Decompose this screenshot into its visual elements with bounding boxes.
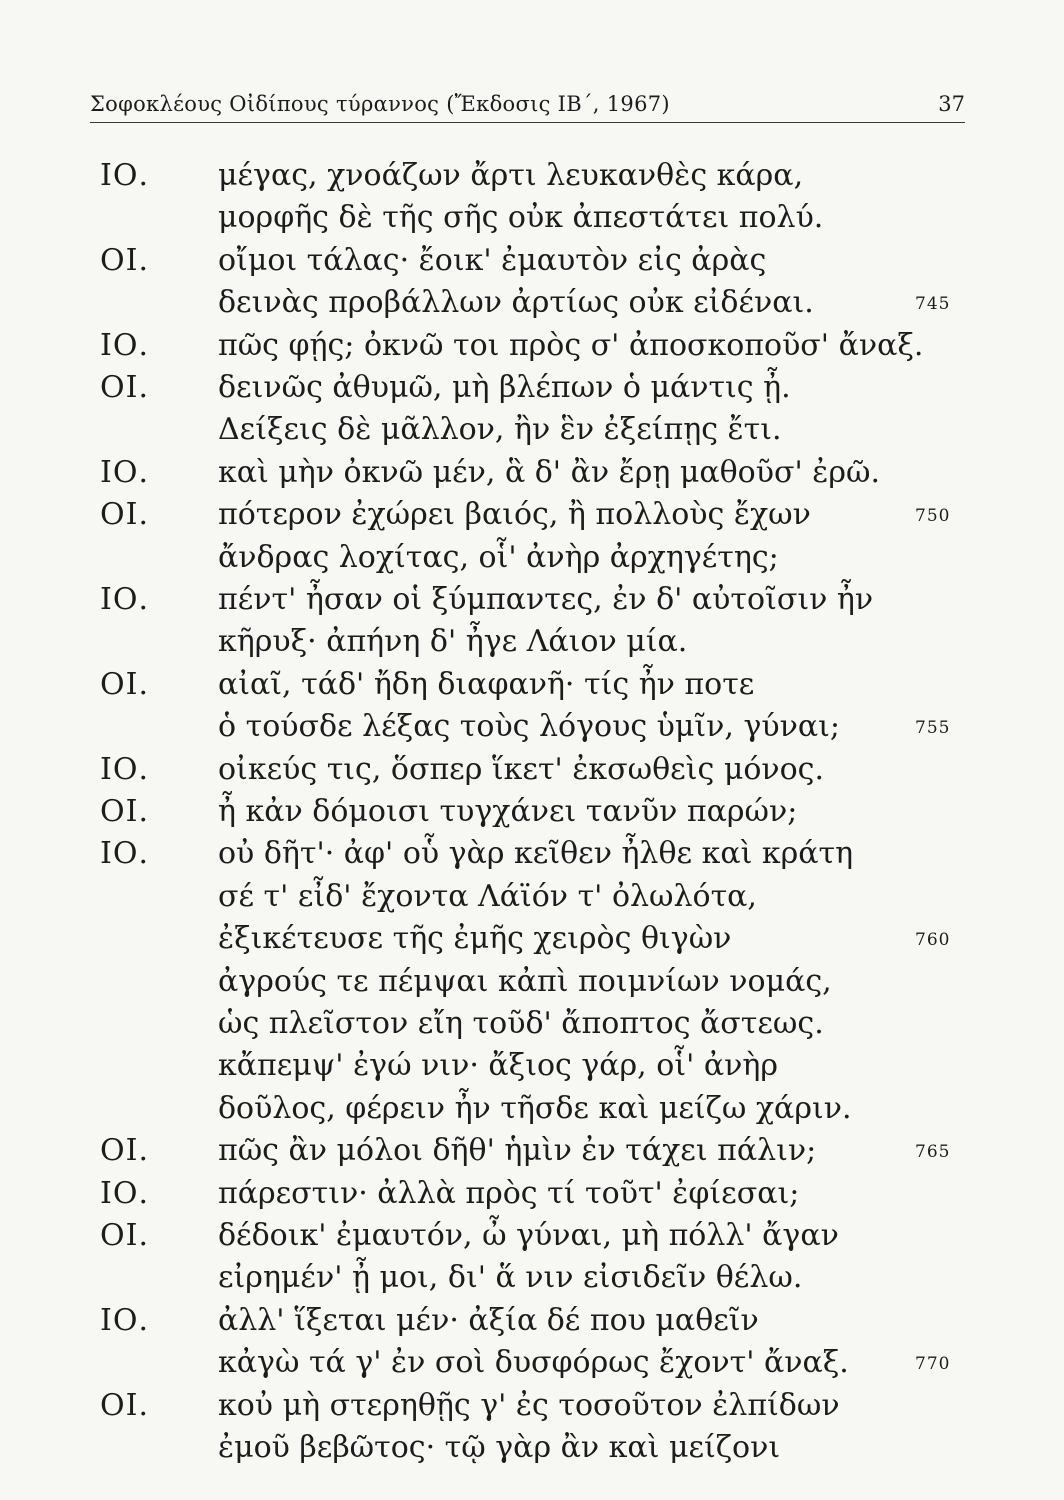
line-number: 770 [915,1354,951,1375]
verse-text-line: αἰαῖ, τάδ' ἤδη διαφανῆ· τίς ἦν ποτε [218,666,755,702]
verse-text-line: ἦ κἀν δόμοισι τυγχάνει τανῦν παρών; [218,794,798,829]
verse-line [0,707,1064,751]
verse-line [0,368,1064,412]
verse-text-line: οἴμοι τάλας· ἔοικ' ἐμαυτὸν εἰς ἀρὰς [218,242,767,278]
speaker-label: ΟΙ. [100,794,149,829]
verse-line [0,622,1064,666]
page-number: 37 [938,92,965,116]
verse-text-line: δοῦλος, φέρειν ἦν τῆσδε καὶ μείζω χάριν. [218,1090,852,1126]
verse-line [0,1131,1064,1175]
verse-line [0,538,1064,582]
verse-line [0,1428,1064,1472]
verse-text-line: ὡς πλεῖστον εἴη τοῦδ' ἄποπτος ἄστεως. [218,1006,824,1041]
verse-line [0,1174,1064,1218]
verse-line [0,1046,1064,1090]
verse-line [0,1301,1064,1345]
speaker-label: ΙΟ. [100,1175,149,1211]
verse-text-line: κἀγὼ τά γ' ἐν σοὶ δυσφόρως ἔχοντ' ἄναξ. [218,1345,849,1381]
speaker-label: ΟΙ. [100,497,149,533]
verse-line [0,580,1064,624]
speaker-label: ΙΟ. [100,836,149,872]
verse-line [0,750,1064,794]
verse-text-line: οὐ δῆτ'· ἀφ' οὗ γὰρ κεῖθεν ἦλθε καὶ κράτη [218,836,854,872]
line-number: 745 [915,294,951,315]
verse-line [0,877,1064,921]
verse-text-line: δεινὰς προβάλλων ἀρτίως οὐκ εἰδέναι. [218,285,814,321]
verse-text-line: πέντ' ἦσαν οἱ ξύμπαντες, ἐν δ' αὐτοῖσιν ἦν [218,582,874,617]
verse-text-line: καὶ μὴν ὀκνῶ μέν, ἃ δ' ἂν ἔρῃ μαθοῦσ' ἐρῶ. [218,454,880,490]
verse-text-line: ἀγρούς τε πέμψαι κἀπὶ ποιμνίων νομάς, [218,963,832,999]
verse-line [0,495,1064,539]
line-number: 755 [915,718,951,739]
verse-text-line: ἐξικέτευσε τῆς ἐμῆς χειρὸς θιγὼν [218,921,732,957]
verse-line [0,962,1064,1006]
verse-text-line: ἀλλ' ἵξεται μέν· ἀξία δέ που μαθεῖν [218,1302,759,1338]
verse-line [0,241,1064,285]
speaker-label: ΙΟ. [100,454,149,490]
verse-text-line: ὁ τούσδε λέξας τοὺς λόγους ὑμῖν, γύναι; [218,709,841,745]
verse-line [0,1258,1064,1302]
speaker-label: ΙΟ. [100,1302,149,1338]
verse-text-line: κῆρυξ· ἀπήνη δ' ἦγε Λάιον μία. [218,624,688,660]
verse-line [0,1216,1064,1260]
verse-text-line: πάρεστιν· ἀλλὰ πρὸς τί τοῦτ' ἐφίεσαι; [218,1175,800,1211]
verse-line [0,453,1064,497]
verse-line [0,1343,1064,1387]
verse-text-line: δέδοικ' ἐμαυτόν, ὦ γύναι, μὴ πόλλ' ἄγαν [218,1218,839,1253]
verse-line [0,834,1064,878]
verse-line [0,1089,1064,1133]
verse-text-line: μέγας, χνοάζων ἄρτι λευκανθὲς κάρα, [218,158,804,193]
verse-line [0,1004,1064,1048]
verse-text-line: ἐμοῦ βεβῶτος· τῷ γὰρ ἂν καὶ μείζονι [218,1430,781,1465]
verse-text-line: εἰρημέν' ᾖ μοι, δι' ἅ νιν εἰσιδεῖν θέλω. [218,1260,803,1296]
verse-line [0,283,1064,327]
line-number: 750 [915,506,951,527]
verse-text-line: πῶς φῄς; ὀκνῶ τοι πρὸς σ' ἀποσκοποῦσ' ἄναξ. [218,327,924,363]
verse-text-line: Δείξεις δὲ μᾶλλον, ἢν ἓν ἐξείπῃς ἔτι. [218,412,782,448]
verse-line [0,665,1064,709]
speaker-label: ΙΟ. [100,327,149,363]
speaker-label: ΟΙ. [100,370,149,405]
verse-line [0,410,1064,454]
speaker-label: ΟΙ. [100,1133,149,1169]
verse-text-line: ἄνδρας λοχίτας, οἷ' ἀνὴρ ἀρχηγέτης; [218,539,779,575]
speaker-label: ΟΙ. [100,1387,149,1423]
verse-text-line: οἰκεύς τις, ὅσπερ ἵκετ' ἐκσωθεὶς μόνος. [218,751,825,787]
speaker-label: ΙΟ. [100,751,149,787]
verse-text-line: πότερον ἐχώρει βαιός, ἢ πολλοὺς ἔχων [218,497,811,533]
verse-line [0,156,1064,200]
verse-text-line: κἄπεμψ' ἐγώ νιν· ἄξιος γάρ, οἷ' ἀνὴρ [218,1048,778,1084]
verse-text-line: σέ τ' εἶδ' ἔχοντα Λάϊόν τ' ὀλωλότα, [218,878,757,914]
verse-line [0,919,1064,963]
running-title: Σοφοκλέους Οἰδίπους τύραννος (Ἔκδοσις ΙΒ΄, 1967) [90,92,670,116]
verse-line [0,326,1064,370]
verse-text-line: δεινῶς ἀθυμῶ, μὴ βλέπων ὁ μάντις ᾖ. [218,370,791,405]
speaker-label: ΙΟ. [100,582,149,617]
line-number: 765 [915,1142,951,1163]
verse-text-line: πῶς ἂν μόλοι δῆθ' ἡμὶν ἐν τάχει πάλιν; [218,1133,817,1169]
verse-line [0,792,1064,836]
speaker-label: ΙΟ. [100,158,149,193]
verse-line [0,1386,1064,1430]
speaker-label: ΟΙ. [100,242,149,278]
verse-text-line: μορφῆς δὲ τῆς σῆς οὐκ ἀπεστάτει πολύ. [218,200,824,236]
verse-line [0,198,1064,242]
speaker-label: ΟΙ. [100,666,149,702]
verse-text-line: κοὐ μὴ στερηθῇς γ' ἐς τοσοῦτον ἐλπίδων [218,1387,840,1423]
speaker-label: ΟΙ. [100,1218,149,1253]
line-number: 760 [915,930,951,951]
